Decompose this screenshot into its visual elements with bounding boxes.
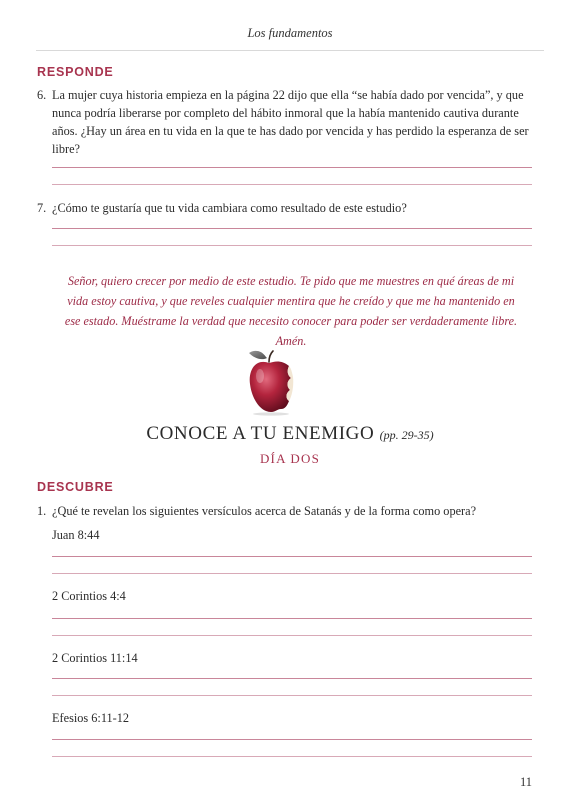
question-number: 7.	[37, 201, 47, 215]
answer-line[interactable]	[52, 635, 532, 636]
section-label-descubre: DESCUBRE	[37, 480, 114, 494]
answer-line[interactable]	[52, 678, 532, 679]
answer-line[interactable]	[52, 228, 532, 229]
chapter-title-text: CONOCE A TU ENEMIGO	[146, 423, 375, 444]
chapter-page-range: (pp. 29-35)	[379, 428, 434, 442]
running-head: Los fundamentos	[247, 26, 333, 40]
answer-line[interactable]	[52, 618, 532, 619]
answer-line[interactable]	[52, 184, 532, 185]
discover-question-1	[37, 502, 531, 520]
page-number: 11	[520, 775, 533, 789]
apple-icon	[246, 346, 316, 416]
section-label-responde: RESPONDE	[37, 65, 114, 79]
answer-line[interactable]	[52, 756, 532, 757]
answer-line[interactable]	[52, 695, 532, 696]
answer-line[interactable]	[52, 245, 532, 246]
question-text: La mujer cuya historia empieza en la página 22 dijo que ella “se había dado por vencida”, y que nunca podría liberarse por completo del hábito inmoral que la había mantenido cautiva durante años. ¿Hay un área en tu vida en la que te has dado por vencida y has perdido la esperanza de ser libre?	[52, 88, 529, 156]
verse-reference: Efesios 6:11-12	[52, 711, 130, 725]
question-7	[37, 199, 531, 217]
answer-line[interactable]	[52, 739, 532, 740]
day-label: DÍA DOS	[259, 451, 321, 466]
prayer-text: Señor, quiero crecer por medio de este estudio. Te pido que me muestres en qué áreas de mi vida estoy cautiva, y que reveles cualquier mentira que he creído y que me ha mantenido en ese estado. Muéstrame la verdad que necesito conocer para poder ser verdaderamente libre. Amén.	[64, 274, 518, 348]
verse-reference: 2 Corintios 4:4	[52, 589, 126, 603]
question-number: 1.	[37, 504, 47, 518]
chapter-title	[0, 423, 580, 445]
answer-line[interactable]	[52, 556, 532, 557]
verse-reference: 2 Corintios 11:14	[52, 651, 138, 665]
question-text: ¿Qué te revelan los siguientes versículos acerca de Satanás y de la forma como opera?	[52, 504, 477, 518]
header-rule	[36, 50, 544, 51]
verse-reference: Juan 8:44	[52, 528, 100, 542]
answer-line[interactable]	[52, 167, 532, 168]
question-number: 6.	[37, 88, 47, 102]
question-6	[37, 86, 531, 158]
question-text: ¿Cómo te gustaría que tu vida cambiara como resultado de este estudio?	[52, 201, 407, 215]
answer-line[interactable]	[52, 573, 532, 574]
